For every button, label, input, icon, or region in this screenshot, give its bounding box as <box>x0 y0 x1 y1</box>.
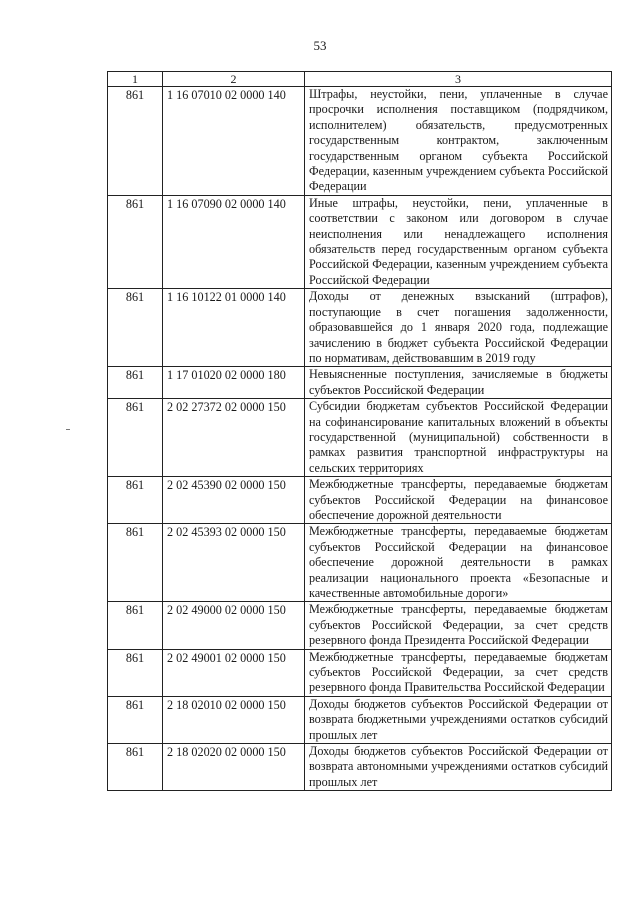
revenue-code-cell: 2 18 02020 02 0000 150 <box>163 744 305 791</box>
revenue-code-cell: 2 02 49000 02 0000 150 <box>163 602 305 649</box>
page-number: 53 <box>313 38 327 53</box>
revenue-code-cell: 2 02 45393 02 0000 150 <box>163 524 305 602</box>
table-header-row <box>108 72 612 87</box>
admin-code-cell: 861 <box>108 696 163 743</box>
revenue-codes-table <box>107 71 612 791</box>
revenue-name-cell: Невыясненные поступления, зачисляемые в бюджеты субъектов Российской Федерации <box>305 367 612 399</box>
admin-code-cell: 861 <box>108 524 163 602</box>
revenue-name-cell: Штрафы, неустойки, пени, уплаченные в случае просрочки исполнения поставщиком (подрядчиком, исполнителем) обязательств, предусмотренных государственным контрактом, заключенным государственным органом субъекта Российской Федерации, казенным учреждением субъекта Российской Федерации <box>305 87 612 196</box>
revenue-name-cell: Доходы от денежных взысканий (штрафов), поступающие в счет погашения задолженности, образовавшейся до 1 января 2020 года, подлежащие зачислению в бюджет субъекта Российской Федерации по нормативам, действовавшим в 2019 году <box>305 289 612 367</box>
table-row <box>108 524 612 602</box>
column-header-2: 2 <box>163 72 305 87</box>
admin-code-cell: 861 <box>108 602 163 649</box>
table-row <box>108 367 612 399</box>
revenue-code-cell: 1 17 01020 02 0000 180 <box>163 367 305 399</box>
revenue-code-cell: 2 02 45390 02 0000 150 <box>163 477 305 524</box>
admin-code-cell: 861 <box>108 87 163 196</box>
revenue-name-cell: Межбюджетные трансферты, передаваемые бюджетам субъектов Российской Федерации, за счет средств резервного фонда Президента Российской Федерации <box>305 602 612 649</box>
revenue-name-cell: Субсидии бюджетам субъектов Российской Федерации на софинансирование капитальных вложений в объекты государственной (муниципальной) собственности в рамках развития транспортной инфраструктуры на сельских территориях <box>305 399 612 477</box>
admin-code-cell: 861 <box>108 649 163 696</box>
revenue-code-cell: 2 02 49001 02 0000 150 <box>163 649 305 696</box>
admin-code-cell: 861 <box>108 477 163 524</box>
revenue-code-cell: 2 18 02010 02 0000 150 <box>163 696 305 743</box>
column-header-3: 3 <box>305 72 612 87</box>
admin-code-cell: 861 <box>108 367 163 399</box>
table-row <box>108 87 612 196</box>
revenue-code-cell: 1 16 07010 02 0000 140 <box>163 87 305 196</box>
table-row <box>108 289 612 367</box>
revenue-name-cell: Межбюджетные трансферты, передаваемые бюджетам субъектов Российской Федерации на финансовое обеспечение дорожной деятельности в рамках реализации национального проекта «Безопасные и качественные автомобильные дороги» <box>305 524 612 602</box>
column-header-1: 1 <box>108 72 163 87</box>
revenue-code-cell: 2 02 27372 02 0000 150 <box>163 399 305 477</box>
table-row <box>108 602 612 649</box>
revenue-name-cell: Иные штрафы, неустойки, пени, уплаченные в соответствии с законом или договором в случае неисполнения или ненадлежащего исполнения обязательств перед государственным органом субъекта Российской Федерации, казенным учреждением субъекта Российской Федерации <box>305 195 612 288</box>
admin-code-cell: 861 <box>108 399 163 477</box>
revenue-code-cell: 1 16 10122 01 0000 140 <box>163 289 305 367</box>
table-row <box>108 649 612 696</box>
admin-code-cell: 861 <box>108 289 163 367</box>
revenue-name-cell: Доходы бюджетов субъектов Российской Федерации от возврата бюджетными учреждениями остатков субсидий прошлых лет <box>305 696 612 743</box>
table-row <box>108 696 612 743</box>
revenue-code-cell: 1 16 07090 02 0000 140 <box>163 195 305 288</box>
table-row <box>108 195 612 288</box>
admin-code-cell: 861 <box>108 744 163 791</box>
revenue-name-cell: Доходы бюджетов субъектов Российской Федерации от возврата автономными учреждениями остатков субсидий прошлых лет <box>305 744 612 791</box>
admin-code-cell: 861 <box>108 195 163 288</box>
revenue-name-cell: Межбюджетные трансферты, передаваемые бюджетам субъектов Российской Федерации, за счет средств резервного фонда Правительства Российской Федерации <box>305 649 612 696</box>
revenue-name-cell: Межбюджетные трансферты, передаваемые бюджетам субъектов Российской Федерации на финансовое обеспечение дорожной деятельности <box>305 477 612 524</box>
scan-speck <box>66 429 70 430</box>
table-row <box>108 744 612 791</box>
table-row <box>108 477 612 524</box>
table-row <box>108 399 612 477</box>
